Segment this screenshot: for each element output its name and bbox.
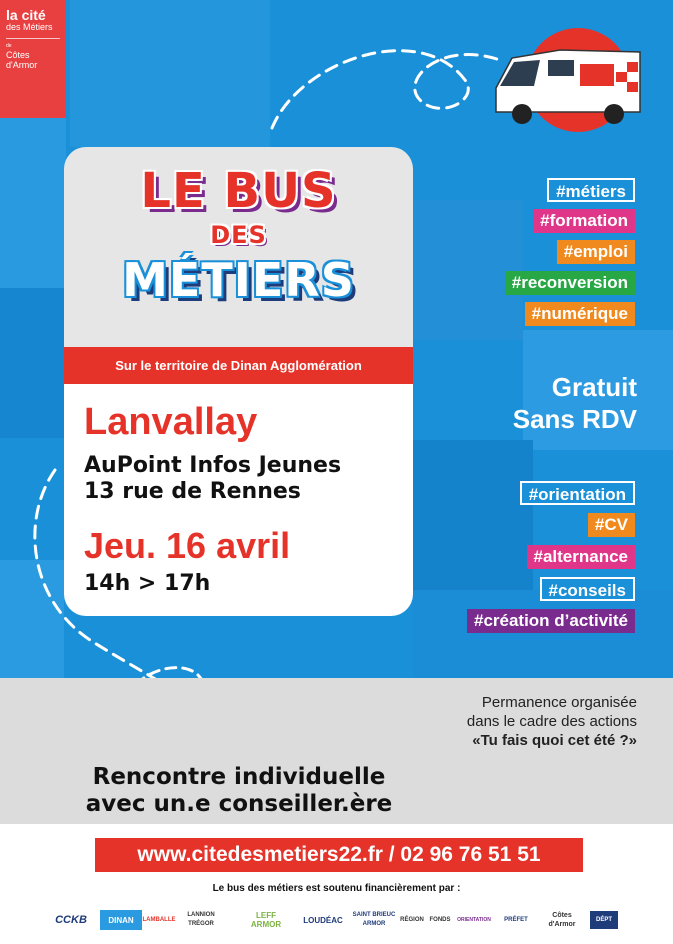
title-metiers: MÉTIERS [122,253,355,307]
territory-band: Sur le territoire de Dinan Agglomération [64,347,413,384]
partner-logo-fonds: FONDS [429,916,451,923]
event-place: AuPoint Infos Jeunes [84,453,342,478]
partner-logo-leff-armor: LEFF ARMOR [250,911,282,929]
tag-reconversion: #reconversion [505,271,635,295]
meeting-line: avec un.e conseiller.ère [85,791,393,817]
bg-tile [413,440,533,590]
tag-numerique: #numérique [525,302,635,326]
event-street: 13 rue de Rennes [84,479,301,504]
funded-by-label: Le bus des métiers est soutenu financièrement par : [212,883,461,894]
bg-tile [413,200,523,340]
partner-logo-orientation: ORIENTATION [457,916,491,923]
tag-creation-activite: #création d’activité [467,609,635,633]
permanence-line: dans le cadre des actions [466,713,637,730]
bg-tile [0,560,64,678]
logo-line: d'Armor [6,60,38,70]
partner-logo-dinan: DINAN [100,910,142,930]
partner-logo-prefet: PRÉFET [504,916,528,923]
tag-emploi: #emploi [557,240,635,264]
tag-alternance: #alternance [527,545,636,569]
cite-des-metiers-logo [0,0,66,118]
partner-logo-lannion-tregor: LANNION TRÉGOR [187,912,215,927]
no-appointment-label: Sans RDV [512,404,637,434]
partner-logo-region: RÉGION [400,916,424,923]
title-des: DES [210,221,267,249]
tag-formation: #formation [533,209,635,233]
event-date: Jeu. 16 avril [84,525,291,566]
partner-logo-departement: DÉPT [590,911,618,929]
logo-line: la cité [6,7,46,23]
logo-divider [6,38,60,39]
contact-website-phone[interactable]: www.citedesmetiers22.fr / 02 96 76 51 51 [95,838,583,872]
bg-tile [413,590,673,678]
meeting-line: Rencontre individuelle [92,764,386,790]
partner-logo-saint-brieuc: SAINT BRIEUC ARMOR [352,912,396,927]
permanence-program: «Tu fais quoi cet été ?» [472,732,637,749]
tag-metiers: #métiers [547,178,635,202]
event-city: Lanvallay [84,401,258,443]
logo-line: de [6,43,12,49]
tag-cv: #CV [588,513,635,537]
partner-logo-loudeac: LOUDÉAC [303,915,343,925]
logo-line: Côtes [6,50,30,60]
bg-tile [70,0,270,147]
bg-tile [0,118,66,288]
tag-orientation: #orientation [520,481,635,505]
partner-logo-cotes-armor: Côtes d'Armor [548,912,576,928]
logo-line: des Métiers [6,22,53,32]
free-label: Gratuit [551,372,637,402]
event-hours: 14h > 17h [84,571,211,596]
tag-conseils: #conseils [540,577,636,601]
partner-logo-lamballe: LAMBALLE [142,916,176,923]
bg-tile [0,288,66,438]
title-le-bus: LE BUS [140,163,337,219]
partner-logo-cckb: CCKB [55,913,87,926]
permanence-line: Permanence organisée [481,694,637,711]
